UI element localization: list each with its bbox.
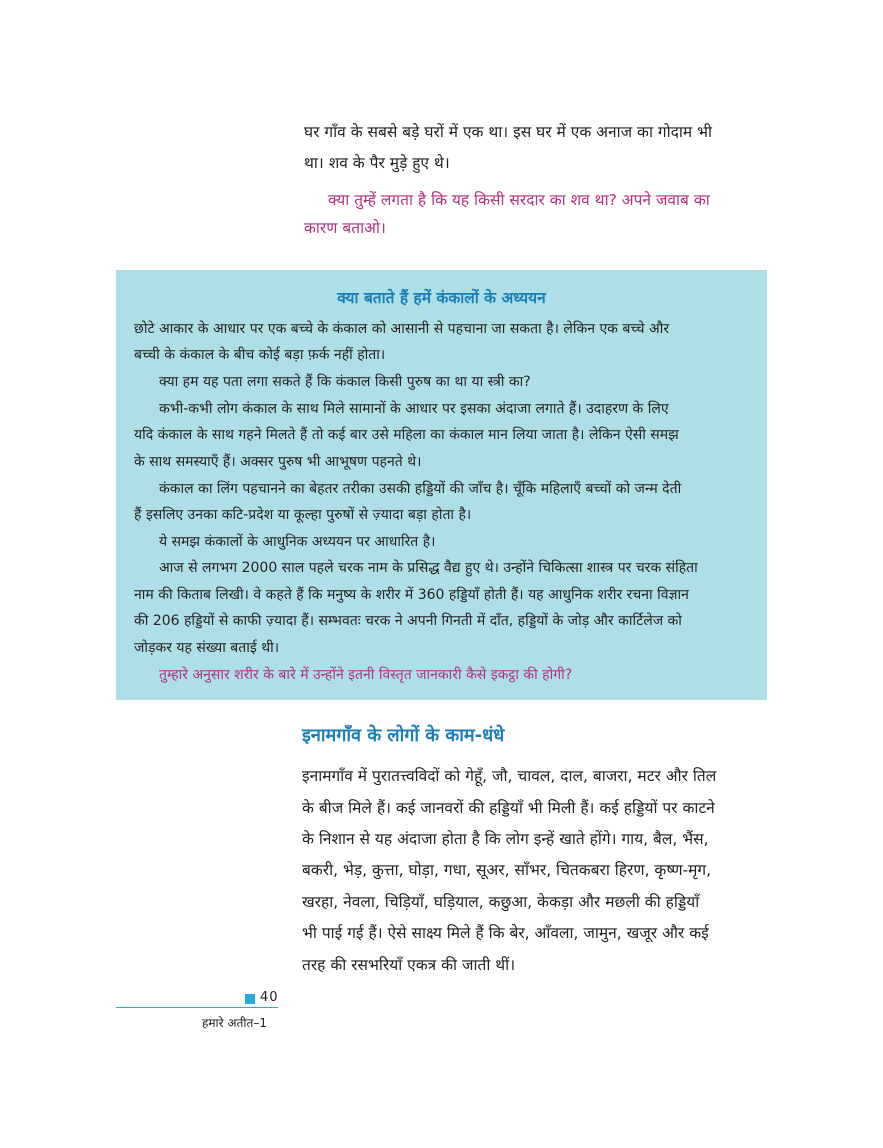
box-text-line: हैं इसलिए उनका कटि-प्रदेश या कूल्हा पुरुषों से ज़्यादा बड़ा होता है। [134, 507, 472, 523]
box-text-line: यदि कंकाल के साथ गहने मिलते हैं तो कई बार उसे महिला का कंकाल मान लिया जाता है। लेकिन ऐसी समझ [134, 427, 679, 443]
box-text-line: आज से लगभग 2000 साल पहले चरक नाम के प्रसिद्ध वैद्य हुए थे। उन्होंने चिकित्सा शास्त्र पर चरक संहिता [159, 560, 698, 576]
box-text-line: नाम की किताब लिखी। वे कहते हैं कि मनुष्य के शरीर में 360 हड्डियाँ होती हैं। यह आधुनिक शरीर रचना विज्ञान [134, 587, 689, 603]
section-text-line: के बीज मिले हैं। कई जानवरों की हड्डियाँ भी मिली हैं। कई हड्डियों पर काटने [302, 799, 715, 817]
box-text-line: के साथ समस्याएँ हैं। अक्सर पुरुष भी आभूषण पहनते थे। [134, 454, 422, 470]
box-title: क्या बताते हैं हमें कंकालों के अध्ययन [337, 289, 546, 307]
box-text-line: कंकाल का लिंग पहचानने का बेहतर तरीका उसकी हड्डियों की जाँच है। चूँकि महिलाएँ बच्चों को जन्म देती [159, 481, 682, 497]
box-text-line: ये समझ कंकालों के आधुनिक अध्ययन पर आधारित है। [159, 534, 436, 550]
box-text-line: छोटे आकार के आधार पर एक बच्चे के कंकाल को आसानी से पहचाना जा सकता है। लेकिन एक बच्चे और [134, 321, 670, 337]
section-heading: इनामगाँव के लोगों के काम-धंधे [302, 725, 505, 746]
page-marker [245, 994, 255, 1004]
section-text-line: बकरी, भेड़, कुत्ता, घोड़ा, गधा, सूअर, साँभर, चितकबरा हिरण, कृष्ण-मृग, [302, 861, 712, 879]
box-text-line: बच्ची के कंकाल के बीच कोई बड़ा फ़र्क नहीं होता। [134, 347, 386, 363]
body-text-line: घर गाँव के सबसे बड़े घरों में एक था। इस घर में एक अनाज का गोदाम भी [304, 123, 712, 141]
box-text-line: जोड़कर यह संख्या बताई थी। [134, 640, 280, 656]
body-text-line: था। शव के पैर मुड़े हुए थे। [304, 154, 450, 172]
footer-rule [116, 1007, 278, 1008]
section-text-line: खरहा, नेवला, चिड़ियाँ, घड़ियाल, कछुआ, केकड़ा और मछली की हड्डियाँ [302, 893, 700, 911]
page-number: 40 [260, 990, 279, 1005]
question-text-line: क्या तुम्हें लगता है कि यह किसी सरदार का शव था? अपने जवाब का [328, 191, 710, 209]
book-title: हमारे अतीत–1 [202, 1016, 267, 1030]
box-question-line: क्या हम यह पता लगा सकते हैं कि कंकाल किसी पुरुष का था या स्त्री का? [159, 374, 531, 390]
section-text-line: तरह की रसभरियाँ एकत्र की जाती थीं। [302, 956, 516, 974]
box-text-line: कभी-कभी लोग कंकाल के साथ मिले सामानों के आधार पर इसका अंदाजा लगाते हैं। उदाहरण के लिए [159, 401, 669, 417]
section-text-line: के निशान से यह अंदाजा होता है कि लोग इन्हें खाते होंगे। गाय, बैल, भैंस, [302, 830, 709, 848]
section-text-line: भी पाई गई हैं। ऐसे साक्ष्य मिले हैं कि बेर, आँवला, जामुन, खजूर और कई [302, 924, 709, 942]
question-text-line: कारण बताओ। [304, 219, 386, 237]
section-text-line: इनामगाँव में पुरातत्त्वविदों को गेहूँ, जौ, चावल, दाल, बाजरा, मटर और तिल [302, 767, 717, 785]
box-question-line: तुम्हारे अनुसार शरीर के बारे में उन्होंने इतनी विस्तृत जानकारी कैसे इकट्ठा की होगी? [159, 667, 573, 683]
box-text-line: की 206 हड्डियों से काफी ज़्यादा हैं। सम्भवतः चरक ने अपनी गिनती में दाँत, हड्डियों के जोड़ और कार्टिलेज को [134, 613, 682, 629]
